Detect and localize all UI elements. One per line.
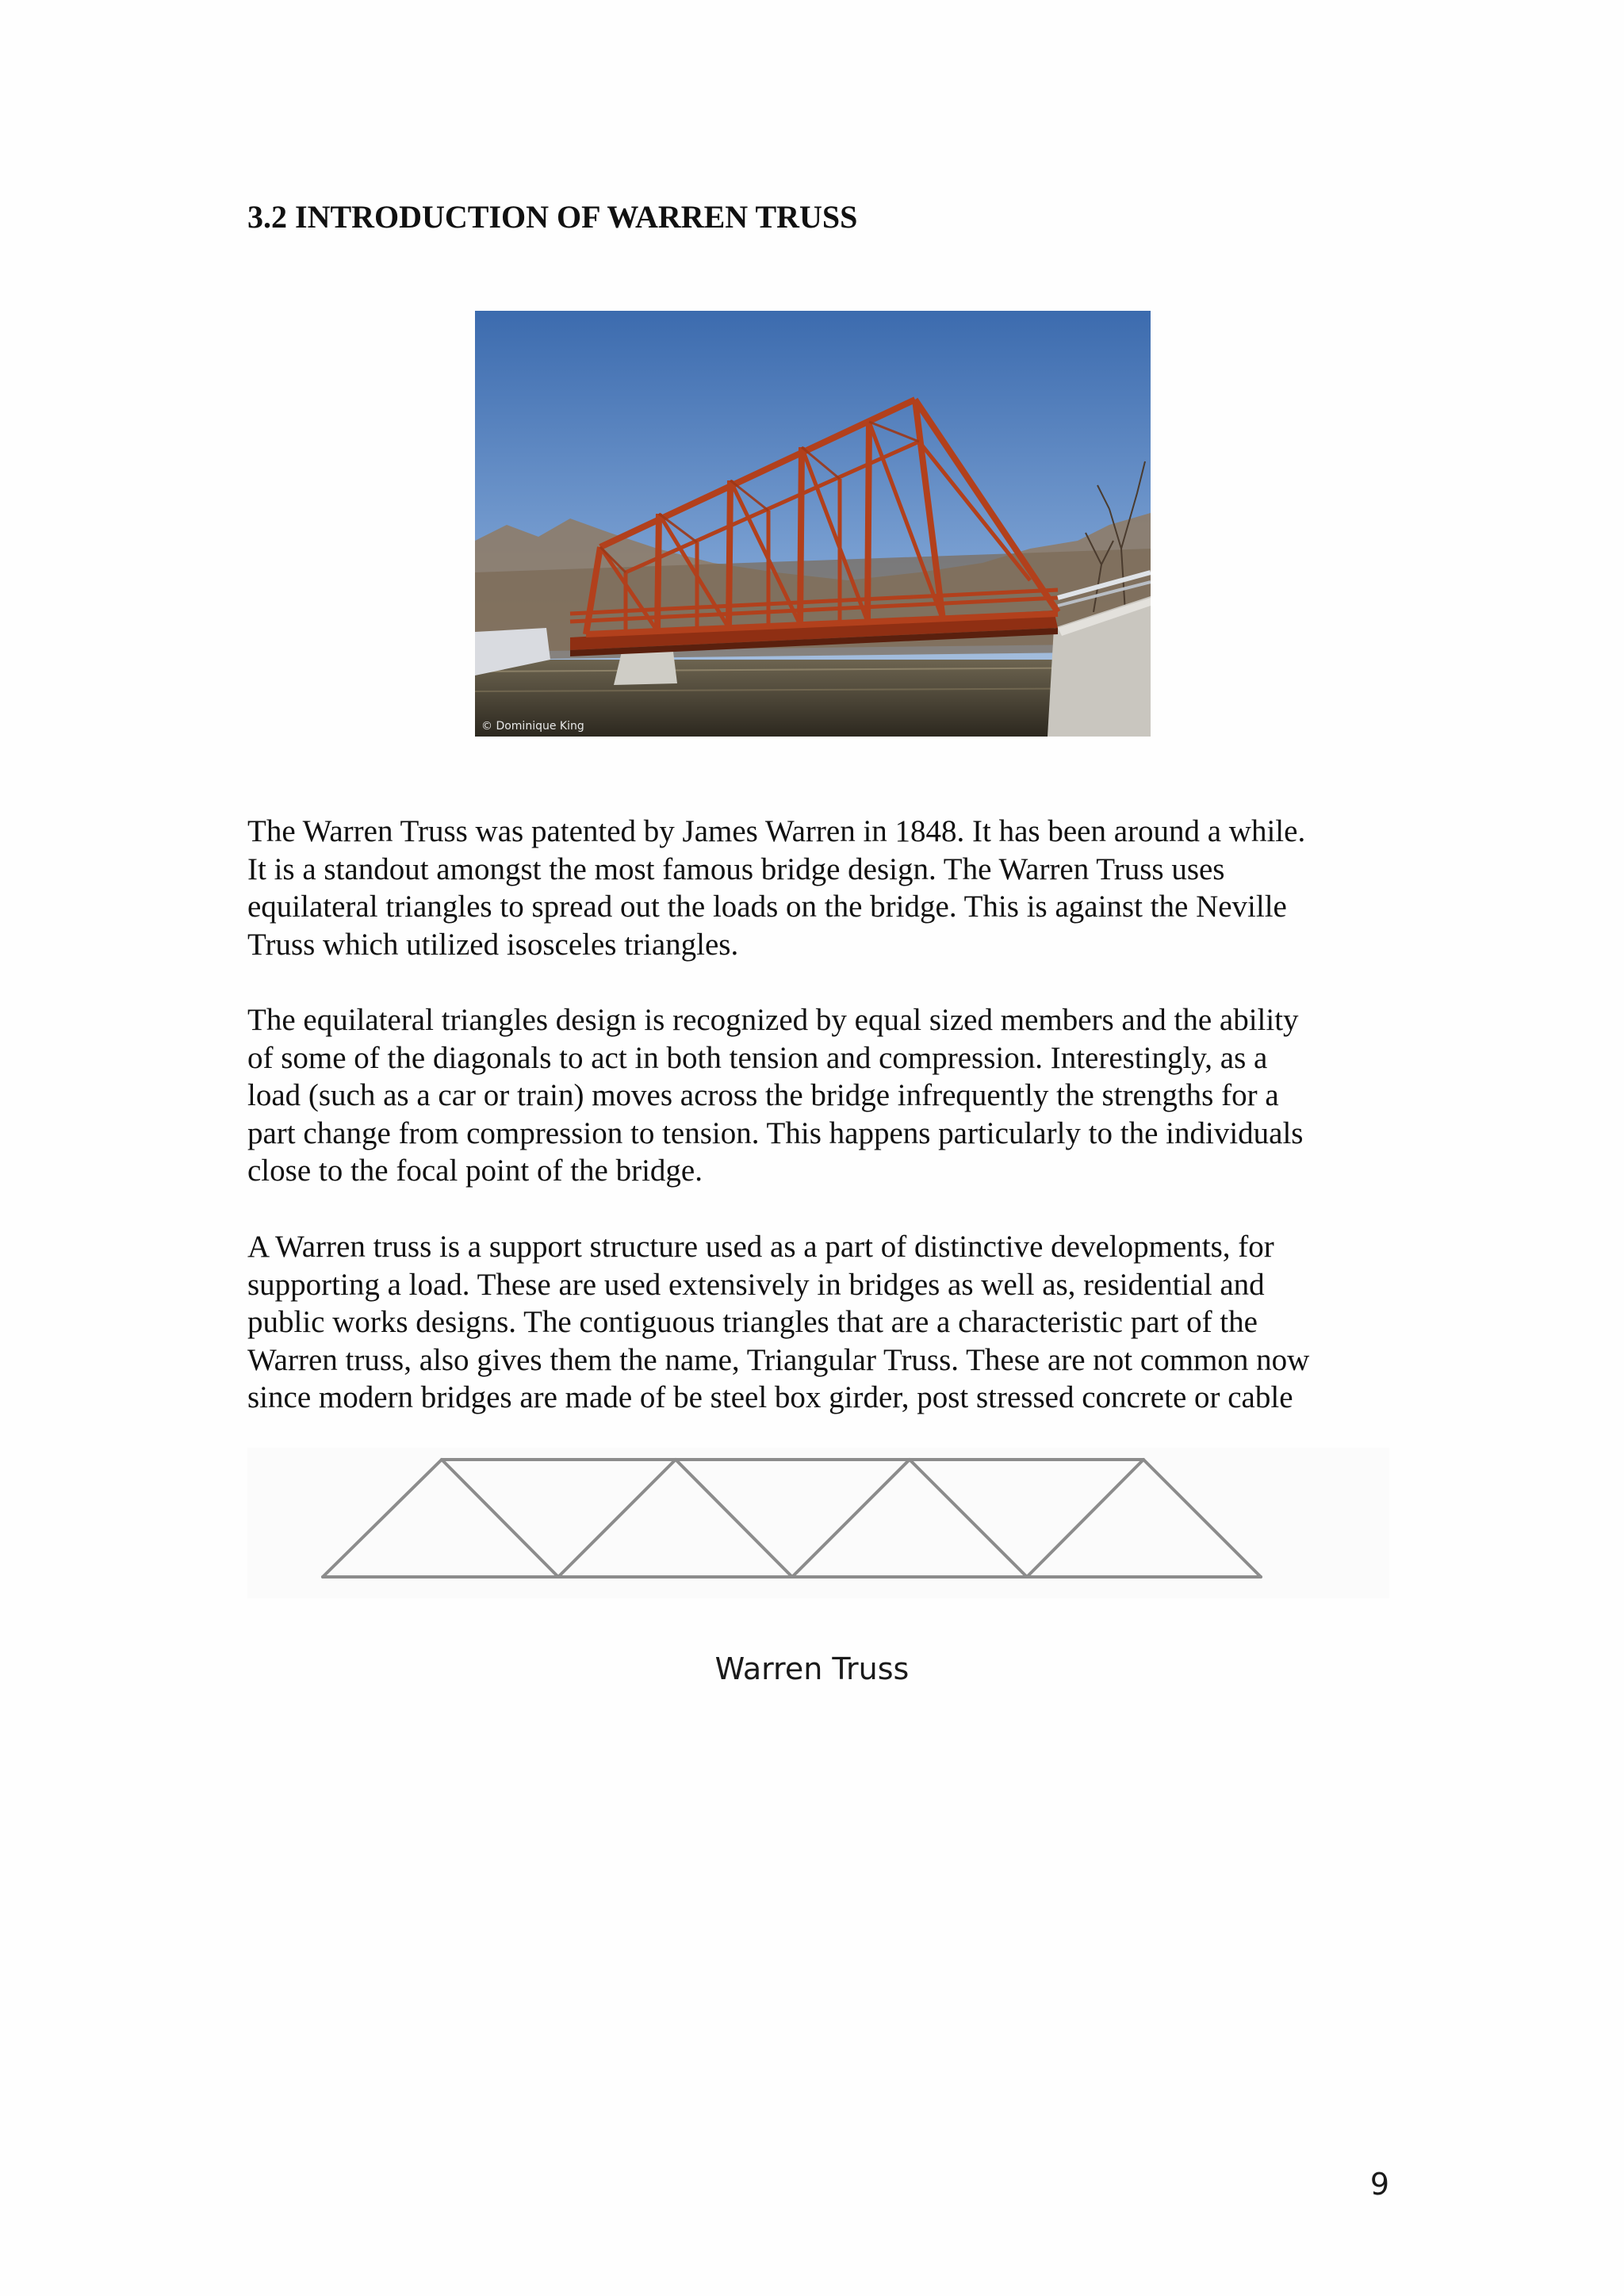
page-number: 9 <box>1369 2167 1390 2202</box>
photo-watermark: © Dominique King <box>481 720 584 733</box>
diagonal-members <box>323 1460 1261 1577</box>
bridge-photo <box>475 311 1151 737</box>
section-heading: 3.2 INTRODUCTION OF WARREN TRUSS <box>247 199 858 235</box>
paragraph-3: A Warren truss is a support structure used as a part of distinctive developments, for supporting a load. These are used extensively in bridges as well as, residential and public works designs. The contiguous triangles that are a characteristic part of the Warren truss, also gives them the name, Triangular Truss. These are not common now since modern bridges are made of be steel box girder, post stressed concrete or cable <box>247 1230 1310 1415</box>
paragraph-1: The Warren Truss was patented by James Warren in 1848. It has been around a while. It is a standout amongst the most famous bridge design. The Warren Truss uses equilateral triangles to spread out the loads on the bridge. This is against the Neville Truss which utilized isosceles triangles. <box>247 814 1306 962</box>
figure-caption: Warren Truss <box>714 1651 910 1686</box>
warren-truss-diagram <box>247 1448 1389 1598</box>
paragraph-2: The equilateral triangles design is recognized by equal sized members and the ability of some of the diagonals to act in both tension and compression. Interestingly, as a load (such as a car or train) moves across the bridge infrequently the strengths for a part change from compression to tension. This happens particularly to the individuals close to the focal point of the bridge. <box>247 1003 1304 1188</box>
